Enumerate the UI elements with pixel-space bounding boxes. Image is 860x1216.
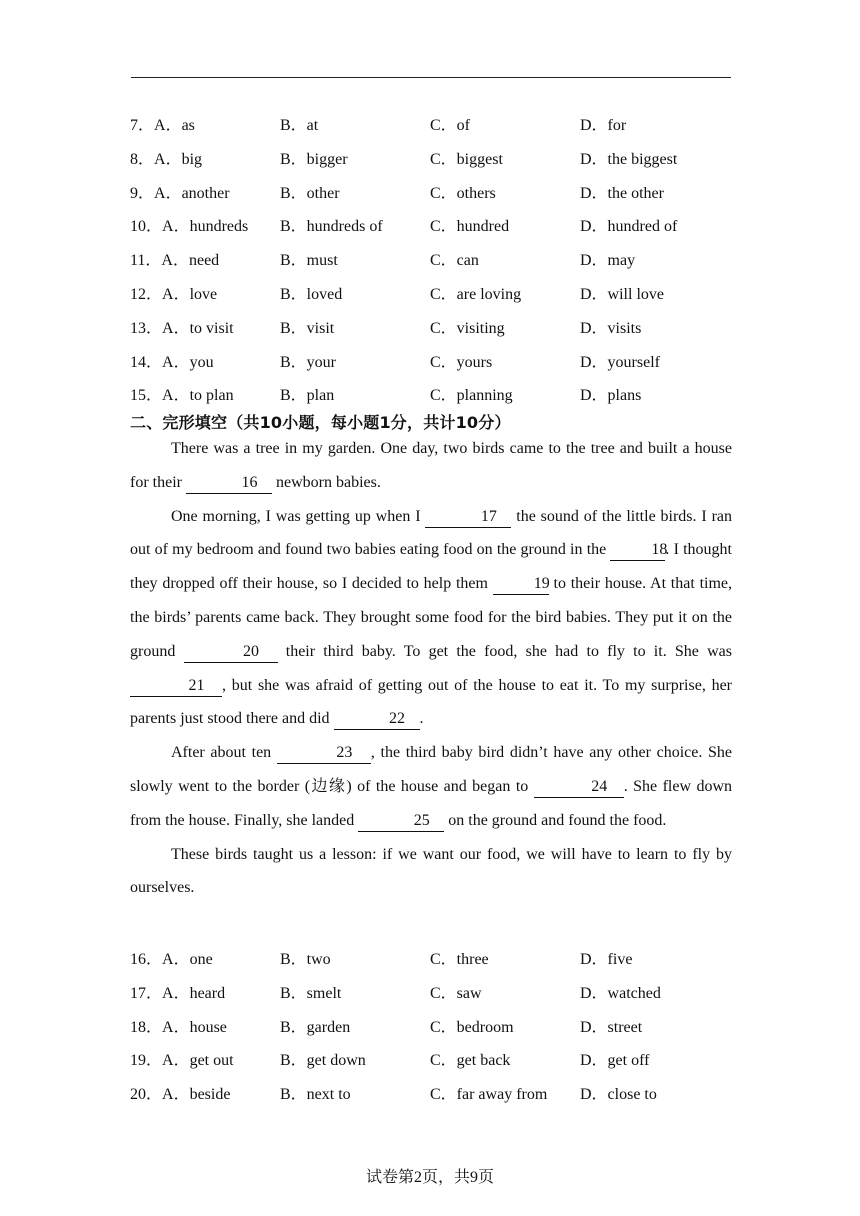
blank-22: 22 [334, 709, 420, 730]
option-b: B．visit [280, 319, 335, 337]
question-row [130, 112, 750, 146]
blank-23: 23 [277, 743, 371, 764]
passage-text: . [419, 710, 424, 728]
question-row [130, 946, 750, 980]
option-c: C．get back [430, 1052, 511, 1070]
passage-text: newborn babies. [271, 473, 381, 491]
question-row [130, 980, 750, 1014]
option-b: B．two [280, 951, 331, 968]
question-row [130, 281, 750, 315]
passage-paragraph: These birds taught us a lesson: if we want our food, we will have to learn to fly by ourselves. [130, 845, 732, 897]
blank-25: 25 [358, 811, 444, 832]
option-b: B．at [280, 117, 319, 134]
option-b: B．garden [280, 1018, 351, 1036]
option-b: B．plan [280, 387, 335, 405]
passage-text: the sound of the little birds. I ran out of my bedroom and found two babies eating food on the ground in the [130, 507, 732, 559]
option-c: C．visiting [430, 319, 505, 337]
option-b: B．next to [280, 1086, 351, 1104]
question-number: 19． [130, 1052, 163, 1070]
question-number: 15． [130, 387, 163, 405]
option-d: D．for [580, 117, 627, 134]
option-d: D．the biggest [580, 150, 678, 168]
question-number: 14． [130, 353, 163, 371]
option-d: D．may [580, 252, 636, 270]
option-a: A．get out [162, 1052, 234, 1070]
blank-24: 24 [534, 777, 624, 798]
question-number: 16． [130, 951, 163, 968]
option-a: A．big [154, 150, 203, 168]
option-b: B．get down [280, 1052, 366, 1070]
question-number: 11． [130, 252, 162, 270]
option-a: A．to visit [162, 319, 234, 337]
blank-18: 18 [610, 540, 665, 561]
question-row [130, 349, 750, 383]
option-a: A．love [162, 285, 218, 303]
option-b: B．bigger [280, 150, 348, 168]
option-d: D．plans [580, 387, 642, 405]
passage-text: There was a tree in my garden. One day, two birds came to the tree and built a house for their [130, 440, 732, 491]
option-a: A．one [162, 951, 213, 968]
blank-16: 16 [186, 473, 272, 494]
option-d: D．hundred of [580, 218, 678, 236]
option-a: A．hundreds [162, 218, 249, 236]
option-c: C．biggest [430, 150, 503, 168]
option-b: B．must [280, 252, 338, 270]
option-c: C．saw [430, 984, 482, 1002]
question-row [130, 146, 750, 180]
blank-19: 19 [493, 574, 549, 595]
option-b: B．smelt [280, 984, 342, 1002]
question-row [130, 1014, 750, 1048]
cloze-passage [130, 432, 732, 905]
question-row [130, 180, 750, 214]
option-d: D．yourself [580, 353, 660, 371]
question-row [130, 213, 750, 247]
passage-text: to their house. At that time, the birds’ parents came back. They brought some food for the bird babies. They put it on the ground [130, 575, 733, 660]
passage-text: , the third baby bird didn’t have any other choice. She slowly went to the border (边缘) of the house and began to [130, 744, 733, 795]
option-b: B．hundreds of [280, 218, 383, 236]
option-c: C．are loving [430, 285, 522, 303]
passage-text: One morning, I was getting up when I [171, 507, 426, 525]
option-c: C．can [430, 252, 479, 270]
option-b: B．other [280, 184, 340, 202]
passage-text: , but she was afraid of getting out of the house to eat it. To my surprise, her parents just stood there and did [130, 676, 732, 728]
question-number: 13． [130, 319, 163, 337]
question-number: 20． [130, 1086, 163, 1104]
blank-20: 20 [184, 642, 278, 663]
question-number: 10． [130, 218, 163, 236]
option-a: A．heard [162, 984, 226, 1002]
option-d: D．watched [580, 984, 661, 1002]
option-a: A．another [154, 184, 230, 202]
option-d: D．will love [580, 285, 664, 303]
option-d: D．five [580, 951, 633, 968]
question-number: 18． [130, 1018, 163, 1036]
option-c: C．three [430, 951, 489, 968]
option-c: C．of [430, 117, 471, 134]
blank-21: 21 [130, 676, 222, 697]
option-d: D．visits [580, 319, 642, 337]
passage-text: . I thought they dropped off their house, so I decided to help them [130, 541, 733, 593]
question-number: 12． [130, 285, 163, 303]
passage-text: on the ground and found the food. [444, 811, 667, 829]
option-d: D．the other [580, 184, 664, 202]
question-number: 8． [130, 150, 155, 168]
question-row [130, 1047, 750, 1081]
option-a: A．need [161, 252, 220, 270]
option-c: C．bedroom [430, 1018, 514, 1036]
question-row [130, 247, 750, 281]
option-a: A．beside [162, 1086, 231, 1104]
passage-text: After about ten [171, 744, 277, 762]
option-d: D．close to [580, 1086, 657, 1104]
passage-text: their third baby. To get the food, she had to fly to it. She was [277, 642, 732, 660]
option-a: A．as [154, 117, 195, 134]
question-number: 7． [130, 117, 155, 134]
option-c: C．hundred [430, 218, 510, 236]
passage-text: . She flew down from the house. Finally, she landed [130, 777, 732, 829]
options-list-16-20 [130, 946, 750, 1115]
option-d: D．street [580, 1018, 643, 1036]
passage-paragraph [130, 736, 732, 837]
page-footer: 试卷第2页，共9页 [365, 1169, 494, 1186]
question-row [130, 315, 750, 349]
option-a: A．house [162, 1018, 227, 1036]
blank-17: 17 [425, 507, 511, 528]
passage-paragraph [130, 500, 732, 737]
option-a: A．to plan [162, 387, 234, 405]
question-number: 9． [130, 184, 155, 202]
question-number: 17． [130, 984, 163, 1002]
question-row [130, 1081, 750, 1115]
header-rule [131, 77, 731, 78]
option-c: C．planning [430, 387, 513, 405]
option-b: B．your [280, 353, 337, 371]
option-c: C．yours [430, 353, 493, 371]
option-a: A．you [162, 353, 214, 371]
options-list-7-15 [130, 112, 750, 416]
passage-paragraph [130, 432, 732, 500]
option-c: C．others [430, 184, 496, 202]
option-c: C．far away from [430, 1086, 548, 1104]
option-d: D．get off [580, 1052, 650, 1070]
option-b: B．loved [280, 285, 343, 303]
section-heading: 二、完形填空（共10小题，每小题1分，共计10分） [130, 413, 511, 432]
